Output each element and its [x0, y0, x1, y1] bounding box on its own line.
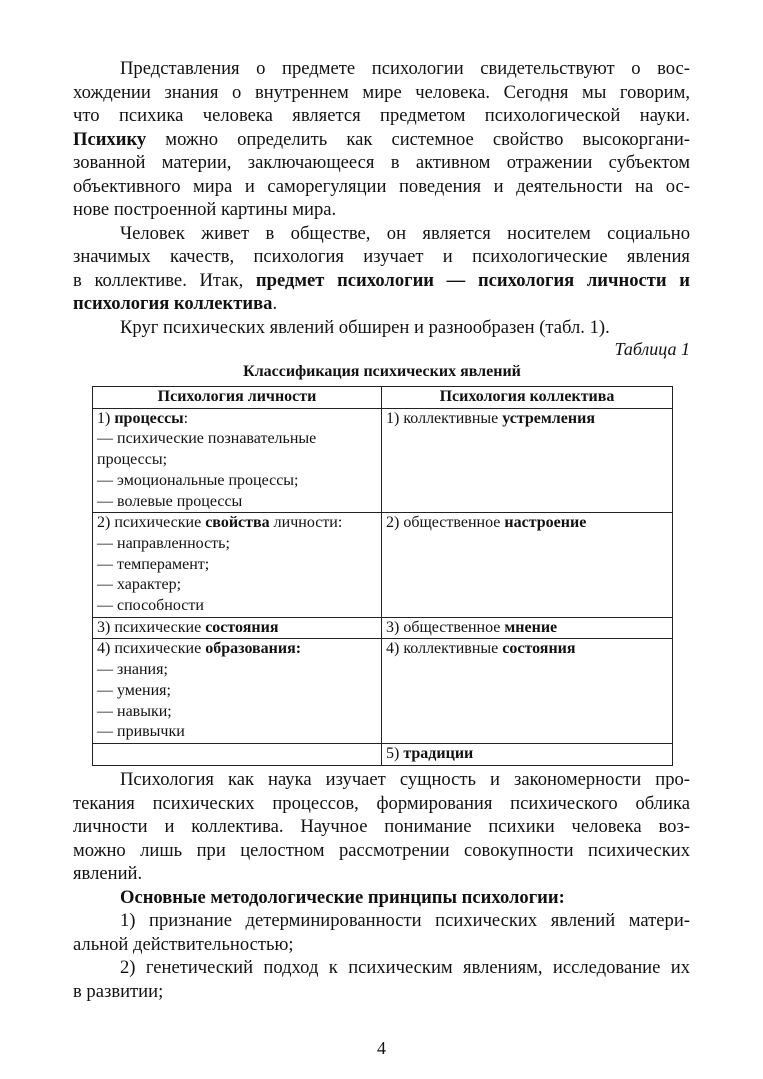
text: 3) общественное — [386, 618, 505, 636]
text: что психика человека является предметом психологической науки. — [73, 105, 690, 126]
text: явлений. — [73, 863, 143, 884]
table-header-row — [93, 387, 673, 409]
table-cell-right — [382, 408, 673, 513]
text-line — [73, 909, 690, 933]
text-line — [73, 815, 690, 839]
text: личности и коллектива. Научное понимание психики человека воз- — [73, 816, 690, 837]
table-cell-right — [382, 513, 673, 618]
text: — эмоциональные процессы; — [97, 471, 299, 489]
text: процессы; — [97, 451, 168, 469]
text-line — [73, 104, 690, 128]
text: зованной материи, заключающееся в активном отражении субъектом — [73, 152, 690, 173]
text-line — [97, 575, 377, 596]
table-row — [93, 639, 673, 744]
text-line — [97, 681, 377, 702]
text: 3) психические — [97, 618, 206, 636]
bold-text: состояния — [502, 640, 576, 658]
text-line — [97, 555, 377, 576]
text: . — [272, 293, 278, 314]
table-caption: Таблица 1 — [614, 339, 690, 359]
text-line — [386, 409, 668, 430]
bold-text: предмет психологии — психология личности и — [255, 269, 691, 291]
text-line — [97, 618, 377, 639]
text: — навыки; — [97, 702, 172, 720]
header-personality: Психология личности — [93, 387, 382, 409]
bold-text: Основные методологические принципы психологии: — [120, 886, 565, 908]
text-line — [386, 513, 668, 534]
bold-text: устремления — [502, 409, 595, 427]
text-line — [97, 702, 377, 723]
header-collective: Психология коллектива — [382, 387, 673, 409]
table-cell-left — [93, 513, 382, 618]
paragraph — [73, 768, 690, 886]
text-line — [73, 292, 690, 316]
text: — привычки — [97, 723, 185, 741]
table-row — [93, 513, 673, 618]
table-cell-left — [93, 408, 382, 513]
text-line — [73, 933, 690, 957]
text-line — [73, 862, 690, 886]
text: можно лишь при целостном рассмотрении совокупности психических — [73, 839, 690, 861]
text-line — [97, 492, 377, 513]
text: можно определить как системное свойство высокоргани- — [146, 128, 690, 150]
text-line — [97, 722, 377, 743]
text-line — [386, 744, 668, 765]
text-line — [97, 534, 377, 555]
text: в коллективе. Итак, — [73, 269, 256, 291]
text: — умения; — [97, 681, 171, 699]
text-line — [97, 639, 377, 660]
paragraph — [73, 886, 690, 910]
text: 4) психические — [97, 640, 206, 658]
table-row — [93, 408, 673, 513]
text-line — [73, 956, 690, 980]
bold-text: образования: — [205, 640, 302, 658]
text: личности: — [269, 514, 343, 532]
text-line — [97, 596, 377, 617]
table-cell-left — [93, 617, 382, 639]
text-line — [73, 886, 690, 910]
text-line — [97, 471, 377, 492]
text: Психология как наука изучает сущность и закономерности про- — [120, 769, 690, 790]
text-line — [73, 792, 690, 816]
page-number: 4 — [377, 1038, 386, 1058]
text-line — [97, 429, 377, 450]
text: текания психических процессов, формирования психического облика — [73, 792, 690, 814]
text-line — [386, 639, 668, 660]
text: 1) признание детерминированности психических явлений матери- — [120, 910, 690, 931]
text: : — [183, 409, 189, 427]
text-line — [73, 245, 690, 269]
bold-text: мнение — [504, 618, 558, 636]
table-row — [93, 617, 673, 639]
text: 5) — [386, 744, 404, 762]
text-line — [73, 175, 690, 199]
bold-text: настроение — [504, 514, 587, 532]
text: 4) коллективные — [386, 640, 503, 658]
text-line — [73, 222, 690, 246]
text-line — [73, 269, 690, 293]
text: — способности — [97, 597, 204, 615]
bold-text: психология коллектива — [73, 293, 273, 314]
text: — направленность; — [97, 534, 230, 552]
paragraph — [73, 956, 690, 1003]
table-cell-right — [382, 639, 673, 744]
text: 2) генетический подход к психическим явлениям, исследование их — [120, 957, 690, 978]
table-cell-right — [382, 743, 673, 765]
text-line — [386, 618, 668, 639]
table-row — [93, 743, 673, 765]
text: — психические познавательные — [97, 430, 317, 448]
text-line — [73, 839, 690, 863]
text-line — [97, 513, 377, 534]
bold-text: состояния — [205, 618, 279, 636]
paragraph — [73, 57, 690, 222]
text-line — [73, 57, 690, 81]
text: альной действительностью; — [73, 933, 294, 955]
text-line — [73, 81, 690, 105]
bold-text: традиции — [403, 744, 474, 762]
text: — волевые процессы — [97, 492, 243, 510]
text: — темперамент; — [97, 555, 210, 573]
paragraph — [73, 222, 690, 316]
text: значимых качеств, психология изучает и психологические явления — [73, 246, 690, 267]
bold-text: Психику — [73, 128, 147, 150]
text-line — [73, 198, 690, 222]
text: 2) общественное — [386, 514, 505, 532]
bold-text: процессы — [114, 409, 184, 427]
text-line — [73, 980, 690, 1004]
text: хождении знания о внутреннем мире человека. Сегодня мы говорим, — [73, 81, 690, 103]
text-line — [73, 768, 690, 792]
text: объективного мира и саморегуляции поведения и деятельности на ос- — [73, 175, 690, 197]
text-line — [97, 660, 377, 681]
table-cell-left — [93, 743, 382, 765]
text: 2) психические — [97, 514, 206, 532]
text: — знания; — [97, 661, 168, 679]
text: Человек живет в обществе, он является носителем социально — [120, 222, 690, 244]
text: 1) коллективные — [386, 409, 503, 427]
bold-text: свойства — [205, 514, 270, 532]
top-text — [73, 57, 690, 339]
text: в развитии; — [73, 980, 164, 1002]
text-line — [73, 151, 690, 175]
paragraph — [73, 316, 690, 340]
table-cell-right — [382, 617, 673, 639]
text: Круг психических явлений обширен и разнообразен (табл. 1). — [120, 316, 610, 338]
table-title: Классификация психических явлений — [243, 363, 521, 380]
text-line — [73, 128, 690, 152]
bottom-text — [73, 768, 690, 1003]
text: 1) — [97, 409, 115, 427]
text-line — [97, 409, 377, 430]
classification-table — [92, 386, 673, 766]
text: Представления о предмете психологии свидетельствуют о вос- — [120, 58, 690, 79]
table-cell-left — [93, 639, 382, 744]
text-line — [97, 450, 377, 471]
text-line — [73, 316, 690, 340]
paragraph — [73, 909, 690, 956]
text: нове построенной картины мира. — [73, 199, 337, 220]
text: — характер; — [97, 576, 182, 594]
